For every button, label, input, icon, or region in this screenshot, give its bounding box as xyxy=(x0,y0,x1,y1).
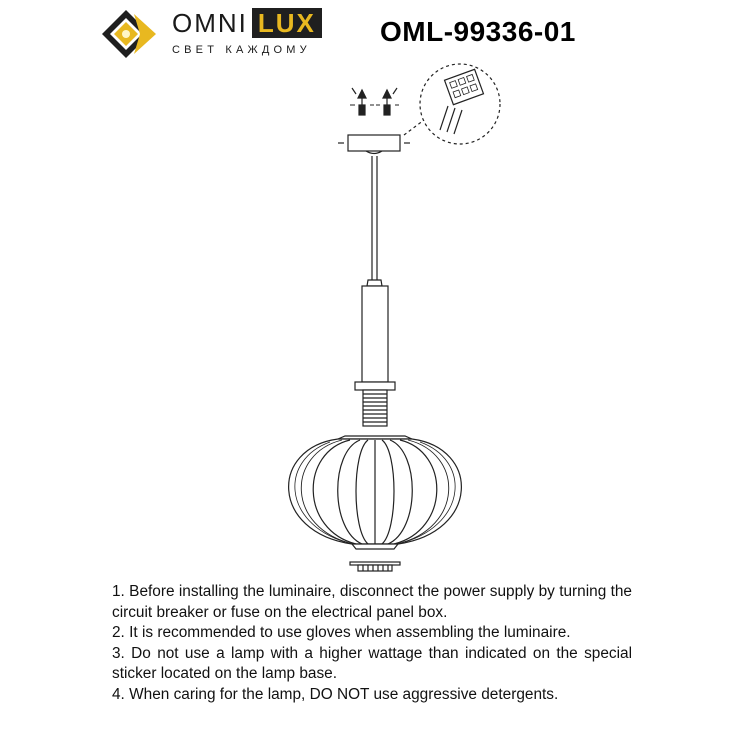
ceiling-canopy xyxy=(348,135,400,151)
instruction-item: 3. Do not use a lamp with a higher wattage than indicated on the special sticker located on the lamp base. xyxy=(112,644,632,683)
instruction-item: 1. Before installing the luminaire, disconnect the power supply by turning the circuit breaker or fuse on the electrical panel box. xyxy=(112,583,632,621)
pendant-lamp-diagram xyxy=(0,60,733,580)
safety-instructions xyxy=(112,582,632,706)
threaded-socket xyxy=(363,390,387,426)
glass-shade xyxy=(289,436,462,549)
brand-lux: LUX xyxy=(252,8,322,38)
mounting-screws xyxy=(350,88,399,115)
lamp-holder xyxy=(362,286,388,382)
brand-omni: OMNI xyxy=(172,8,248,38)
terminal-detail xyxy=(404,64,500,144)
model-number: OML-99336-01 xyxy=(380,16,576,47)
instruction-item: 2. It is recommended to use gloves when assembling the luminaire. xyxy=(112,624,571,642)
omnilux-logo-icon xyxy=(100,8,164,60)
socket-ring xyxy=(355,382,395,390)
brand-slogan: СВЕТ КАЖДОМУ xyxy=(172,44,311,56)
instruction-item: 4. When caring for the lamp, DO NOT use aggressive detergents. xyxy=(112,685,559,703)
brand-name xyxy=(172,8,322,38)
bottom-cap xyxy=(350,562,400,571)
